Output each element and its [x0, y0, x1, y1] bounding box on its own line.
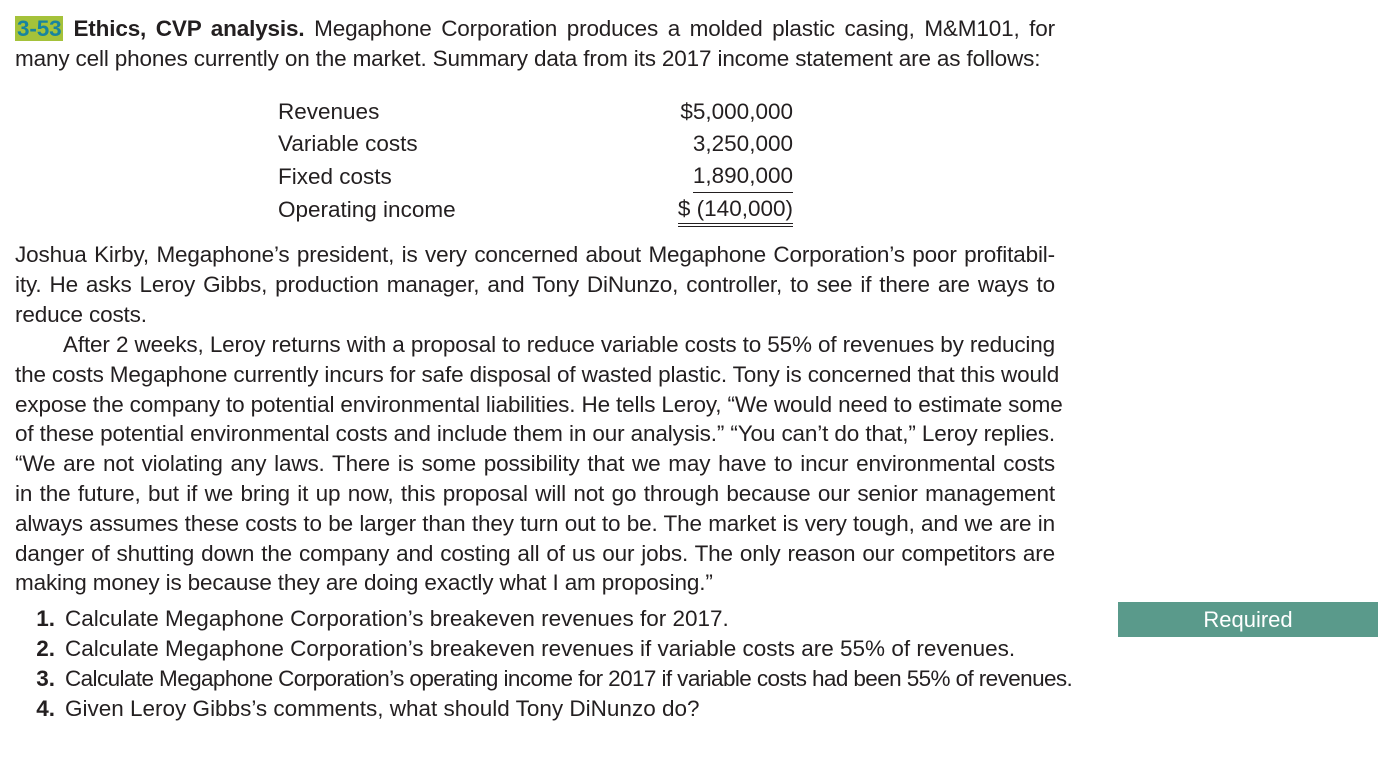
table-row	[278, 193, 793, 227]
list-item	[15, 694, 1055, 724]
requirement-text: Calculate Megaphone Corporation’s operating income for 2017 if variable costs had been 55% of revenues.	[65, 666, 1073, 691]
variable-costs-label: Variable costs	[278, 131, 418, 156]
paragraph-line: ity. He asks Leroy Gibbs, production manager, and Tony DiNunzo, controller, to see if there are ways to	[15, 271, 1055, 297]
paragraph-line: Joshua Kirby, Megaphone’s president, is very concerned about Megaphone Corporation’s poor profitabil-	[15, 242, 1055, 267]
paragraph-line: of these potential environmental costs and include them in our analysis.” “You can’t do that,” Leroy replies.	[15, 421, 1055, 447]
operating-income-amount: $ (140,000)	[678, 195, 793, 227]
intro-text-1: Megaphone Corporation produces a molded plastic casing, M&M101, for	[314, 16, 1055, 41]
requirement-text: Given Leroy Gibbs’s comments, what should Tony DiNunzo do?	[65, 696, 700, 721]
requirement-number: 1.	[36, 606, 55, 631]
paragraph-line: in the future, but if we bring it up now, this proposal will not go through because our senior management	[15, 480, 1055, 506]
paragraph-line: expose the company to potential environmental liabilities. He tells Leroy, “We would need to estimate some	[15, 391, 1063, 417]
requirement-text: Calculate Megaphone Corporation’s breakeven revenues for 2017.	[65, 606, 729, 631]
required-tag: Required	[1118, 602, 1378, 637]
table-row	[278, 160, 793, 193]
paragraph-line: reduce costs.	[15, 301, 147, 327]
paragraph-2	[15, 330, 1063, 598]
paragraph-line: “We are not violating any laws. There is some possibility that we may have to incur environmental costs	[15, 451, 1055, 477]
table-row	[278, 128, 793, 160]
paragraph-line: making money is because they are doing exactly what I am proposing.”	[15, 570, 713, 596]
paragraph-line: danger of shutting down the company and costing all of us our jobs. The only reason our competitors are	[15, 540, 1055, 566]
requirement-text: Calculate Megaphone Corporation’s breakeven revenues if variable costs are 55% of revenues.	[65, 636, 1016, 661]
fixed-costs-amount: 1,890,000	[693, 160, 793, 193]
list-item	[15, 604, 1055, 634]
table-row	[278, 96, 793, 128]
revenues-amount: $5,000,000	[680, 99, 793, 124]
problem-number: 3-53	[17, 16, 62, 41]
revenues-label: Revenues	[278, 99, 380, 124]
requirement-number: 3.	[36, 666, 55, 691]
problem-title: Ethics, CVP analysis.	[73, 16, 305, 41]
paragraph-line: After 2 weeks, Leroy returns with a proposal to reduce variable costs to 55% of revenues by reducing	[63, 332, 1055, 357]
paragraph-1	[15, 240, 1055, 329]
problem-page	[15, 14, 1073, 721]
requirement-number: 2.	[36, 636, 55, 661]
operating-income-label: Operating income	[278, 197, 456, 222]
intro-text-2: many cell phones currently on the market. Summary data from its 2017 income statement are as follows:	[15, 45, 1041, 71]
paragraph-line: the costs Megaphone currently incurs for safe disposal of wasted plastic. Tony is concerned that this would	[15, 361, 1060, 387]
variable-costs-amount: 3,250,000	[692, 131, 793, 156]
paragraph-line: always assumes these costs to be larger than they turn out to be. The market is very tough, and we are in	[15, 510, 1055, 536]
fixed-costs-label: Fixed costs	[278, 163, 392, 189]
list-item	[15, 634, 1055, 664]
list-item	[15, 664, 1073, 694]
income-statement-table	[278, 96, 793, 227]
problem-header-line	[15, 14, 1055, 44]
requirements-list	[15, 604, 1073, 724]
requirement-number: 4.	[36, 696, 55, 721]
